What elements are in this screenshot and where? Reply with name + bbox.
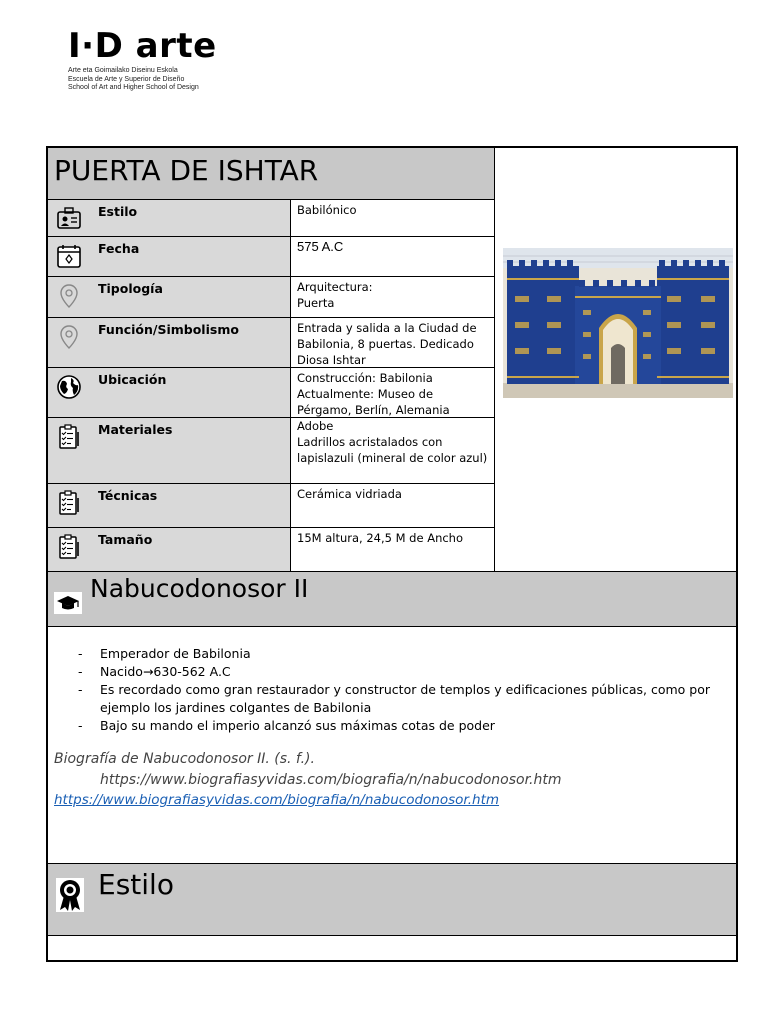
award-ribbon-icon bbox=[56, 878, 84, 912]
school-logo bbox=[68, 28, 217, 93]
row-materiales-value: Adobe Ladrillos acristalados con lapislazuli (mineral de color azul) bbox=[290, 417, 495, 484]
row-estilo-value: Babilónico bbox=[290, 199, 495, 237]
logo-tagline-2: Escuela de Arte y Superior de Diseño bbox=[68, 75, 185, 83]
row-fecha-label-cell bbox=[47, 236, 291, 277]
checklist-icon bbox=[56, 424, 82, 450]
source-link[interactable]: https://www.biografiasyvidas.com/biografia/n/nabucodonosor.htm bbox=[54, 792, 500, 808]
row-ubicacion-value: Construcción: Babilonia Actualmente: Museo de Pérgamo, Berlín, Alemania bbox=[290, 367, 495, 418]
row-tecnicas-label: Técnicas bbox=[98, 488, 158, 503]
artist-header bbox=[47, 571, 737, 627]
list-item: - Nacido→630-562 A.C bbox=[54, 663, 724, 681]
row-tamano-value: 15M altura, 24,5 M de Ancho bbox=[290, 527, 495, 572]
location-pin-icon bbox=[56, 283, 82, 309]
style-heading: Estilo bbox=[98, 868, 174, 901]
card-title: PUERTA DE ISHTAR bbox=[47, 147, 495, 200]
list-item: - Emperador de Babilonia bbox=[54, 645, 724, 663]
row-tecnicas-label-cell bbox=[47, 483, 291, 528]
row-materiales-label-cell bbox=[47, 417, 291, 484]
logo-tagline-1: Arte eta Goimailako Diseinu Eskola bbox=[68, 67, 178, 74]
checklist-icon bbox=[56, 534, 82, 560]
style-header bbox=[47, 863, 737, 936]
checklist-icon bbox=[56, 490, 82, 516]
bio-list bbox=[54, 645, 724, 735]
row-tipologia-label-cell bbox=[47, 276, 291, 318]
location-pin-icon bbox=[56, 324, 82, 350]
calendar-icon bbox=[56, 243, 82, 269]
row-tecnicas-value: Cerámica vidriada bbox=[290, 483, 495, 528]
list-item: - Bajo su mando el imperio alcanzó sus máximas cotas de poder bbox=[54, 717, 724, 735]
row-tamano-label-cell bbox=[47, 527, 291, 572]
logo-wordmark: I·D arte bbox=[68, 26, 217, 66]
globe-icon bbox=[56, 374, 82, 400]
row-fecha-label: Fecha bbox=[98, 241, 140, 256]
citation-title: Biografía de Nabucodonosor II. (s. f.). bbox=[54, 751, 315, 767]
row-materiales-label: Materiales bbox=[98, 422, 173, 437]
list-item: - Es recordado como gran restaurador y constructor de templos y edificaciones públicas, como por ejemplo los jardines colgantes de Babilonia bbox=[54, 681, 724, 717]
row-tipologia-label: Tipología bbox=[98, 281, 163, 296]
logo-tagline-3: School of Art and Higher School of Design bbox=[68, 84, 199, 91]
artwork-card bbox=[46, 146, 738, 962]
graduation-cap-icon bbox=[54, 592, 82, 614]
row-fecha-value: 575 A.C bbox=[290, 236, 495, 277]
row-funcion-value: Entrada y salida a la Ciudad de Babilonia, 8 puertas. Dedicado Diosa Ishtar bbox=[290, 317, 495, 368]
row-estilo-label: Estilo bbox=[98, 204, 138, 219]
row-ubicacion-label-cell bbox=[47, 367, 291, 418]
id-card-icon bbox=[56, 206, 82, 232]
ishtar-gate-image bbox=[503, 248, 733, 398]
row-funcion-label: Función/Simbolismo bbox=[98, 322, 239, 337]
row-tipologia-value: Arquitectura: Puerta bbox=[290, 276, 495, 318]
empty-row bbox=[47, 935, 737, 961]
row-ubicacion-label: Ubicación bbox=[98, 372, 167, 387]
row-estilo-label-cell bbox=[47, 199, 291, 237]
artist-heading: Nabucodonosor II bbox=[90, 574, 309, 603]
citation-url: https://www.biografiasyvidas.com/biografia/n/nabucodonosor.htm bbox=[100, 772, 562, 788]
row-tamano-label: Tamaño bbox=[98, 532, 153, 547]
artist-bio-section bbox=[47, 626, 737, 864]
image-cell bbox=[494, 147, 737, 572]
row-funcion-label-cell bbox=[47, 317, 291, 368]
artist-bio bbox=[54, 645, 724, 735]
